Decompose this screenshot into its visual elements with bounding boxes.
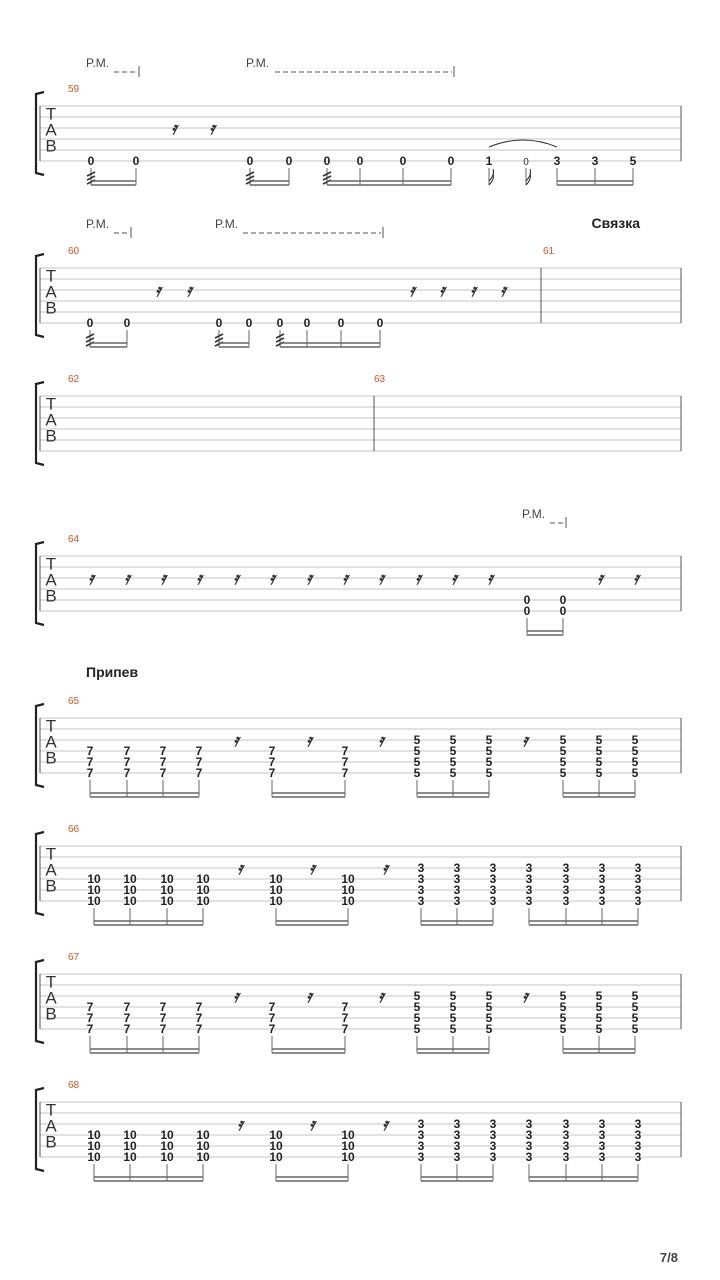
tab-clef-letter: A [45,410,57,430]
fret-number: 0 [285,154,293,168]
fret-number: 10 [196,872,210,886]
fret-number: 5 [449,755,457,769]
fret-number: 3 [598,1128,606,1142]
fret-number: 10 [87,872,101,886]
fret-number: 3 [417,883,425,897]
fret-number: 3 [453,861,461,875]
fret-number: 7 [159,755,167,769]
fret-number: 3 [453,1128,461,1142]
fret-number: 7 [123,1011,131,1025]
fret-number: 5 [559,755,567,769]
sixteenth-rest: 𝄿 [309,859,315,878]
sixteenth-rest: 𝄿 [196,569,202,588]
sixteenth-rest: 𝄿 [633,569,639,588]
sixteenth-rest: 𝄿 [342,569,348,588]
sixteenth-rest: 𝄿 [186,281,192,300]
staff-system-60 [36,215,681,347]
fret-number: 3 [489,1139,497,1153]
fret-number: 0 [376,316,384,330]
fret-number: 7 [159,744,167,758]
fret-number: 3 [598,1117,606,1131]
sixteenth-rest: 𝄿 [233,731,239,750]
sixteenth-rest: 𝄿 [522,987,528,1006]
fret-number: 10 [196,1139,210,1153]
fret-number: 3 [525,1139,533,1153]
section-title: Связка [591,215,640,231]
fret-number: 5 [485,766,493,780]
fret-number: 5 [413,989,421,1003]
measure-number-66: 66 [68,824,80,835]
fret-number: 3 [525,1150,533,1164]
fret-number: 10 [87,894,101,908]
staff-system-65 [36,664,681,797]
measure-number-67: 67 [68,952,80,963]
tab-clef-letter: T [45,394,57,414]
fret-number: 0 [303,316,311,330]
fret-number: 10 [123,872,137,886]
fret-number: 3 [562,861,570,875]
fret-number: 3 [525,1117,533,1131]
sixteenth-rest: 𝄿 [124,569,130,588]
fret-number: 5 [631,1022,639,1036]
palm-mute-label: P.M. [215,217,239,231]
fret-number: 5 [449,744,457,758]
fret-number: 3 [489,883,497,897]
fret-number: 1 [485,154,493,168]
fret-number: 0 [276,316,284,330]
fret-number: 5 [631,733,639,747]
sixteenth-rest: 𝄿 [209,119,215,138]
fret-number: 3 [634,1128,642,1142]
fret-number: 7 [195,744,203,758]
measure-number-60: 60 [68,246,80,257]
fret-number: 10 [269,872,283,886]
sixteenth-rest: 𝄿 [500,281,506,300]
fret-number: 7 [195,1000,203,1014]
fret-number: 3 [453,883,461,897]
fret-number: 0 [132,154,140,168]
fret-number: 10 [341,1150,355,1164]
fret-number: 10 [123,1150,137,1164]
sixteenth-rest: 𝄿 [237,859,243,878]
sixteenth-rest: 𝄿 [487,569,493,588]
fret-number: 5 [559,733,567,747]
fret-number: 10 [269,883,283,897]
tab-clef-letter: A [45,732,57,752]
sixteenth-rest: 𝄿 [522,731,528,750]
fret-number: 5 [449,766,457,780]
fret-number: 5 [485,989,493,1003]
fret-number: 5 [485,755,493,769]
fret-number: 3 [553,154,561,168]
tab-clef-letter: T [45,716,57,736]
fret-number: 3 [634,883,642,897]
fret-number: 5 [485,1000,493,1014]
tab-clef-letter: T [45,844,57,864]
sixteenth-rest: 𝄿 [88,569,94,588]
sixteenth-rest: 𝄿 [382,1115,388,1134]
fret-number: 0 [123,316,131,330]
fret-number: 3 [562,894,570,908]
fret-number: 5 [595,989,603,1003]
fret-number: 10 [269,1150,283,1164]
staff-system-67 [36,952,681,1053]
fret-number: 3 [634,1139,642,1153]
fret-number: 0 [215,316,223,330]
tab-clef-letter: A [45,120,57,140]
fret-number: 5 [631,989,639,1003]
fret-number: 10 [87,883,101,897]
fret-number: 10 [341,872,355,886]
fret-number: 3 [562,1128,570,1142]
sixteenth-rest: 𝄿 [439,281,445,300]
fret-number: 7 [86,1022,94,1036]
fret-number: 5 [559,1000,567,1014]
fret-number: 10 [87,1139,101,1153]
fret-number: 5 [413,1000,421,1014]
fret-number: 5 [559,766,567,780]
fret-number: 3 [453,872,461,886]
fret-number: 3 [417,894,425,908]
staff-system-62 [36,374,681,465]
fret-number: 7 [268,1022,276,1036]
palm-mute-label: P.M. [246,56,270,70]
tab-clef-letter: B [45,1132,57,1152]
sixteenth-rest: 𝄿 [233,569,239,588]
fret-number: 5 [449,989,457,1003]
fret-number: 7 [268,766,276,780]
sixteenth-rest: 𝄿 [160,569,166,588]
fret-number: 3 [598,1139,606,1153]
fret-number: 7 [268,1000,276,1014]
sixteenth-rest: 𝄿 [409,281,415,300]
fret-number: 3 [562,883,570,897]
fret-number: 3 [489,1150,497,1164]
sixteenth-rest: 𝄿 [237,1115,243,1134]
fret-number: 7 [123,766,131,780]
tab-clef-letter: B [45,1004,57,1024]
measure-number-64: 64 [68,534,80,545]
fret-number: 10 [160,1139,174,1153]
fret-number: 10 [196,1128,210,1142]
fret-number: 7 [195,1022,203,1036]
fret-number: 10 [341,1128,355,1142]
fret-number: 7 [123,1000,131,1014]
fret-number: 0 [523,593,531,607]
fret-number: 3 [417,872,425,886]
fret-number: 10 [87,1128,101,1142]
fret-number: 3 [598,861,606,875]
measure-number-65: 65 [68,696,80,707]
fret-number: 5 [485,744,493,758]
fret-number: 5 [595,1000,603,1014]
sixteenth-rest: 𝄿 [306,987,312,1006]
fret-number: 10 [123,894,137,908]
sixteenth-rest: 𝄿 [451,569,457,588]
fret-number: 7 [86,744,94,758]
tab-clef-letter: B [45,876,57,896]
fret-number: 7 [159,766,167,780]
fret-number: 3 [489,872,497,886]
fret-number: 0 [523,157,529,168]
fret-number: 5 [413,766,421,780]
fret-number: 5 [595,1011,603,1025]
measure-number-63: 63 [374,374,386,385]
fret-number: 3 [489,1117,497,1131]
palm-mute-label: P.M. [522,507,546,521]
fret-number: 0 [86,316,94,330]
sixteenth-rest: 𝄿 [378,731,384,750]
fret-number: 5 [595,755,603,769]
fret-number: 0 [559,604,567,618]
fret-number: 0 [337,316,345,330]
fret-number: 3 [562,872,570,886]
fret-number: 3 [417,1117,425,1131]
palm-mute-label: P.M. [86,56,110,70]
fret-number: 3 [417,1139,425,1153]
fret-number: 7 [86,1000,94,1014]
fret-number: 5 [449,1000,457,1014]
tab-clef-letter: B [45,426,57,446]
fret-number: 10 [196,1150,210,1164]
fret-number: 7 [195,1011,203,1025]
fret-number: 7 [86,766,94,780]
staff-system-59 [36,56,681,185]
fret-number: 5 [631,744,639,758]
fret-number: 7 [86,1011,94,1025]
fret-number: 0 [87,154,95,168]
fret-number: 3 [591,154,599,168]
fret-number: 10 [123,883,137,897]
tab-clef-letter: A [45,860,57,880]
fret-number: 0 [447,154,455,168]
fret-number: 5 [449,1011,457,1025]
tab-clef-letter: T [45,104,57,124]
fret-number: 3 [634,1150,642,1164]
fret-number: 10 [196,894,210,908]
fret-number: 5 [413,755,421,769]
fret-number: 3 [489,894,497,908]
measure-number-62: 62 [68,374,80,385]
tab-clef-letter: A [45,282,57,302]
fret-number: 7 [268,755,276,769]
tab-clef-letter: T [45,1100,57,1120]
sixteenth-rest: 𝄿 [306,569,312,588]
fret-number: 5 [485,1011,493,1025]
fret-number: 5 [559,989,567,1003]
fret-number: 5 [413,733,421,747]
fret-number: 5 [595,744,603,758]
fret-number: 5 [485,1022,493,1036]
page-number: 7/8 [659,1250,678,1265]
staff-system-68 [36,1080,681,1181]
fret-number: 7 [159,1011,167,1025]
sixteenth-rest: 𝄿 [269,569,275,588]
fret-number: 7 [268,744,276,758]
tab-clef-letter: B [45,748,57,768]
fret-number: 5 [559,1022,567,1036]
fret-number: 5 [631,1000,639,1014]
sixteenth-rest: 𝄿 [306,731,312,750]
fret-number: 10 [123,1139,137,1153]
sixteenth-rest: 𝄿 [415,569,421,588]
fret-number: 3 [634,861,642,875]
staff-system-66 [36,824,681,925]
fret-number: 5 [629,154,637,168]
fret-number: 7 [159,1000,167,1014]
fret-number: 3 [525,872,533,886]
palm-mute-label: P.M. [86,217,110,231]
fret-number: 5 [595,1022,603,1036]
fret-number: 7 [123,755,131,769]
fret-number: 3 [598,883,606,897]
fret-number: 10 [269,1139,283,1153]
fret-number: 7 [341,755,349,769]
fret-number: 3 [525,894,533,908]
section-title: Припев [86,664,139,680]
fret-number: 5 [631,755,639,769]
sixteenth-rest: 𝄿 [382,859,388,878]
fret-number: 10 [160,894,174,908]
fret-number: 5 [559,744,567,758]
measure-number-59: 59 [68,84,80,95]
fret-number: 7 [195,755,203,769]
fret-number: 3 [417,1128,425,1142]
fret-number: 3 [453,894,461,908]
fret-number: 5 [631,766,639,780]
fret-number: 10 [160,872,174,886]
fret-number: 3 [562,1150,570,1164]
fret-number: 3 [489,861,497,875]
fret-number: 5 [631,1011,639,1025]
sixteenth-rest: 𝄿 [233,987,239,1006]
sixteenth-rest: 𝄿 [378,569,384,588]
fret-number: 3 [634,894,642,908]
fret-number: 0 [356,154,364,168]
tab-clef-letter: A [45,1116,57,1136]
fret-number: 5 [413,1022,421,1036]
tab-clef-letter: B [45,136,57,156]
fret-number: 5 [595,766,603,780]
fret-number: 5 [449,1022,457,1036]
fret-number: 3 [453,1117,461,1131]
fret-number: 3 [598,894,606,908]
measure-number-68: 68 [68,1080,80,1091]
fret-number: 3 [489,1128,497,1142]
fret-number: 0 [246,154,254,168]
fret-number: 7 [341,1022,349,1036]
fret-number: 3 [417,1150,425,1164]
fret-number: 7 [195,766,203,780]
sixteenth-rest: 𝄿 [155,281,161,300]
fret-number: 3 [598,872,606,886]
fret-number: 10 [196,883,210,897]
tab-clef-letter: T [45,972,57,992]
sixteenth-rest: 𝄿 [597,569,603,588]
fret-number: 5 [449,733,457,747]
tab-clef-letter: T [45,554,57,574]
fret-number: 3 [453,1139,461,1153]
tab-clef-letter: B [45,586,57,606]
fret-number: 3 [525,861,533,875]
fret-number: 3 [634,1117,642,1131]
fret-number: 7 [123,1022,131,1036]
fret-number: 0 [523,604,531,618]
tab-clef-letter: A [45,988,57,1008]
fret-number: 0 [323,154,331,168]
fret-number: 7 [341,1000,349,1014]
fret-number: 3 [634,872,642,886]
fret-number: 0 [559,593,567,607]
fret-number: 7 [268,1011,276,1025]
measure-number-61: 61 [543,246,555,257]
fret-number: 10 [160,1150,174,1164]
fret-number: 7 [341,766,349,780]
fret-number: 3 [453,1150,461,1164]
fret-number: 7 [159,1022,167,1036]
fret-number: 5 [413,1011,421,1025]
fret-number: 7 [123,744,131,758]
fret-number: 0 [399,154,407,168]
fret-number: 3 [562,1139,570,1153]
fret-number: 10 [341,883,355,897]
fret-number: 10 [269,1128,283,1142]
fret-number: 10 [87,1150,101,1164]
tab-clef-letter: B [45,298,57,318]
fret-number: 5 [413,744,421,758]
fret-number: 3 [598,1150,606,1164]
fret-number: 5 [595,733,603,747]
fret-number: 7 [341,1011,349,1025]
tab-clef-letter: T [45,266,57,286]
fret-number: 5 [485,733,493,747]
fret-number: 3 [525,1128,533,1142]
fret-number: 7 [341,744,349,758]
fret-number: 10 [341,894,355,908]
legato-slur [489,140,557,147]
fret-number: 7 [86,755,94,769]
fret-number: 10 [123,1128,137,1142]
fret-number: 3 [562,1117,570,1131]
sixteenth-rest: 𝄿 [378,987,384,1006]
fret-number: 10 [160,1128,174,1142]
tab-clef-letter: A [45,570,57,590]
fret-number: 3 [525,883,533,897]
fret-number: 10 [160,883,174,897]
sixteenth-rest: 𝄿 [470,281,476,300]
sixteenth-rest: 𝄿 [171,119,177,138]
fret-number: 3 [417,861,425,875]
fret-number: 10 [269,894,283,908]
fret-number: 0 [245,316,253,330]
fret-number: 10 [341,1139,355,1153]
staff-system-64 [36,507,681,635]
fret-number: 5 [559,1011,567,1025]
sixteenth-rest: 𝄿 [309,1115,315,1134]
